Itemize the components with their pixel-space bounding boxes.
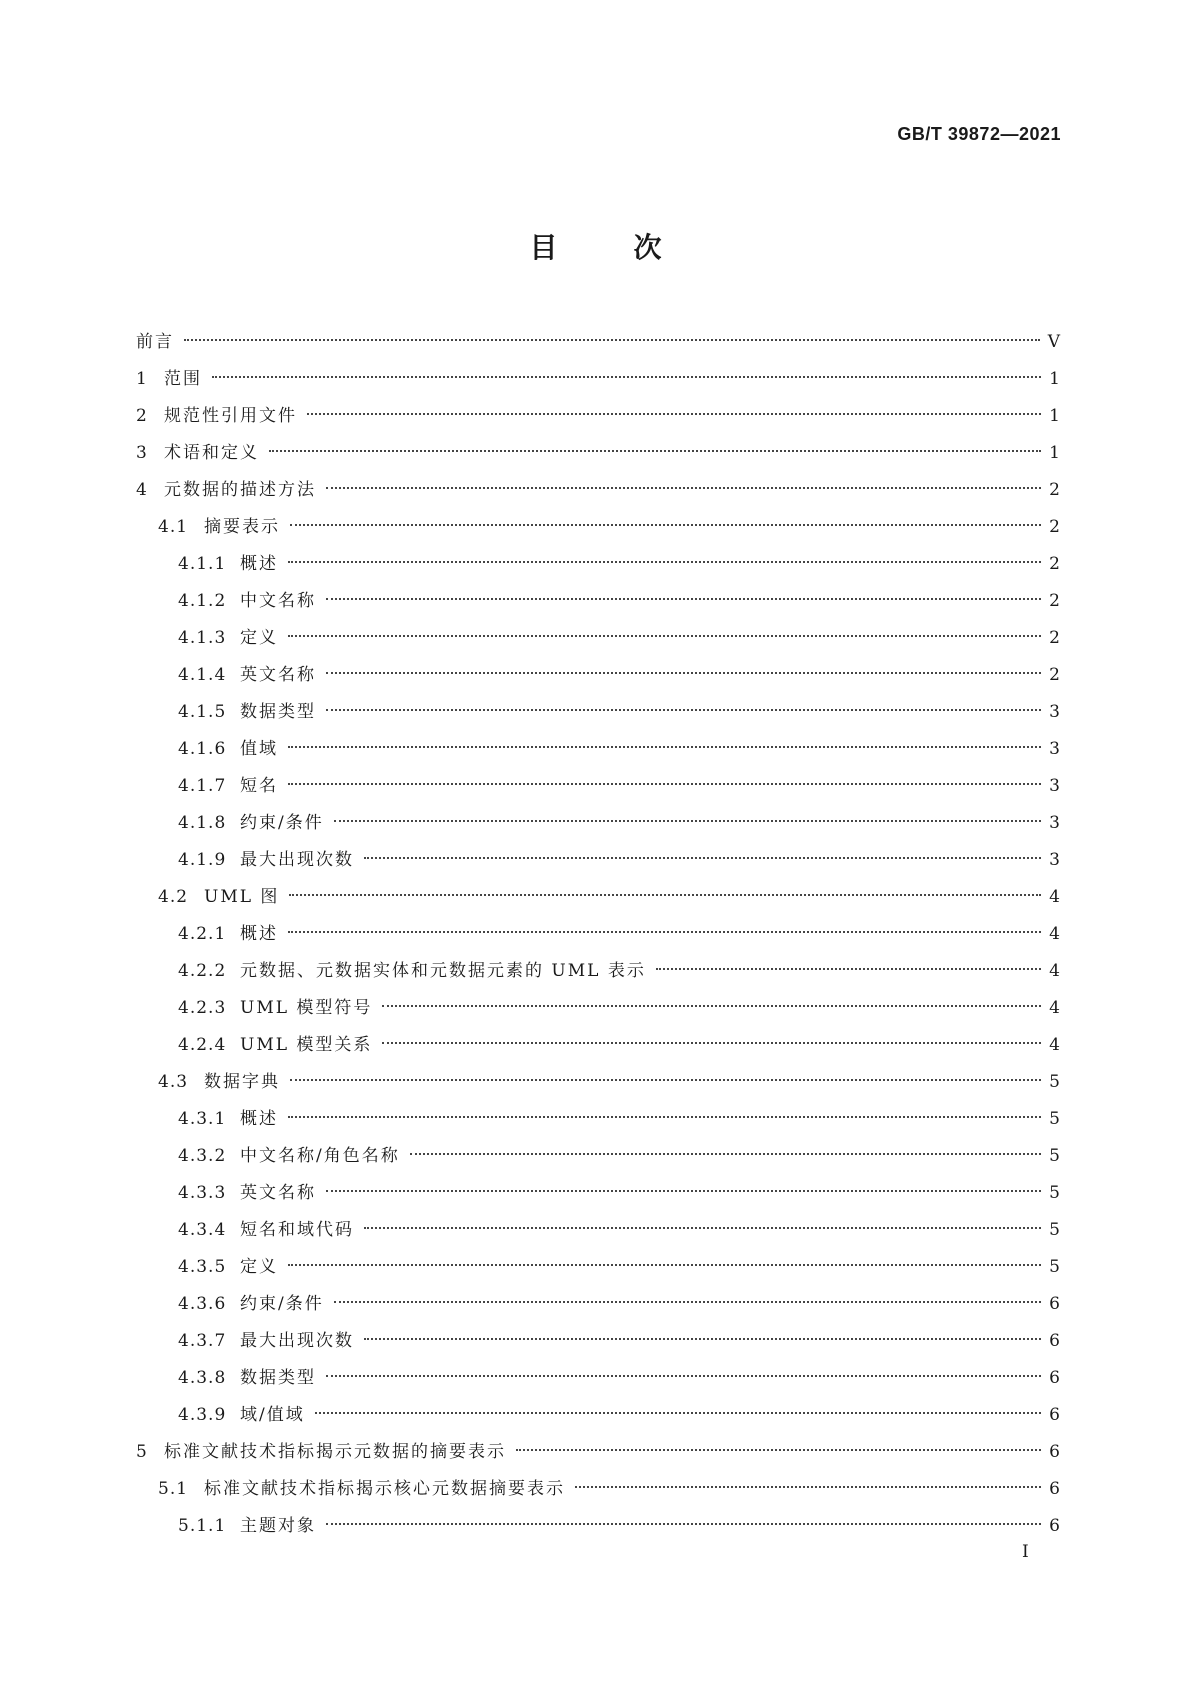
toc-entry-title: 最大出现次数 xyxy=(240,850,354,870)
toc-entry[interactable] xyxy=(136,546,1060,583)
toc-title xyxy=(0,226,1191,266)
toc-dot-leader xyxy=(288,931,1041,933)
toc-dot-leader xyxy=(326,1375,1041,1377)
toc-entry-title: 短名 xyxy=(240,776,278,796)
toc-dot-leader xyxy=(364,1338,1041,1340)
toc-entry-number: 4.3.8 xyxy=(178,1368,227,1388)
toc-entry-number: 4.3.9 xyxy=(178,1405,227,1425)
toc-entry-number: 4 xyxy=(136,480,148,500)
toc-entry-title: 最大出现次数 xyxy=(240,1331,354,1351)
toc-entry[interactable] xyxy=(136,398,1060,435)
toc-dot-leader xyxy=(288,783,1041,785)
toc-entry[interactable] xyxy=(136,657,1060,694)
toc-dot-leader xyxy=(364,1227,1041,1229)
toc-entry-number: 4.3.1 xyxy=(178,1109,227,1129)
toc-dot-leader xyxy=(288,746,1041,748)
toc-entry[interactable] xyxy=(136,435,1060,472)
toc-entry[interactable] xyxy=(136,1323,1060,1360)
toc-title-char: 目 xyxy=(529,231,558,264)
toc-entry-number: 4.2.1 xyxy=(178,924,227,944)
toc-entry-title: 短名和域代码 xyxy=(240,1220,354,1240)
toc-dot-leader xyxy=(410,1153,1041,1155)
toc-entry-title: 标准文献技术指标揭示核心元数据摘要表示 xyxy=(204,1479,565,1499)
toc-dot-leader xyxy=(364,857,1041,859)
toc-entry-page: 4 xyxy=(1049,924,1060,944)
toc-entry-page: 1 xyxy=(1049,443,1060,463)
toc-dot-leader xyxy=(656,968,1041,970)
toc-entry-title: 元数据的描述方法 xyxy=(164,480,316,500)
toc-dot-leader xyxy=(326,709,1041,711)
toc-entry-title: 英文名称 xyxy=(240,665,316,685)
toc-entry-title: 约束/条件 xyxy=(240,813,324,833)
toc-dot-leader xyxy=(326,487,1041,489)
toc-entry-title: 值域 xyxy=(240,739,278,759)
toc-dot-leader xyxy=(290,1079,1041,1081)
toc-entry-number: 4.2.3 xyxy=(178,998,227,1018)
toc-dot-leader xyxy=(288,561,1041,563)
toc-title-char: 次 xyxy=(633,231,662,264)
toc-dot-leader xyxy=(326,1523,1041,1525)
toc-entry[interactable] xyxy=(136,1138,1060,1175)
toc-entry[interactable] xyxy=(136,953,1060,990)
toc-entry-number: 4.2.2 xyxy=(178,961,227,981)
toc-dot-leader xyxy=(288,1264,1041,1266)
toc-entry[interactable] xyxy=(136,1434,1060,1471)
toc-entry-number: 4.3.4 xyxy=(178,1220,227,1240)
toc-entry-page: 1 xyxy=(1049,369,1060,389)
toc-entry-title: 中文名称 xyxy=(240,591,316,611)
toc-entry-page: 4 xyxy=(1049,887,1060,907)
toc-entry-title: UML 模型关系 xyxy=(240,1035,373,1055)
toc-entry-title: 前言 xyxy=(136,332,174,352)
toc-entry[interactable] xyxy=(136,1101,1060,1138)
toc-entry-page: 4 xyxy=(1049,1035,1060,1055)
toc-entry-number: 4.1.2 xyxy=(178,591,227,611)
toc-dot-leader xyxy=(326,598,1041,600)
toc-entry-title: 约束/条件 xyxy=(240,1294,324,1314)
toc-entry-title: 规范性引用文件 xyxy=(164,406,297,426)
toc-dot-leader xyxy=(288,1116,1041,1118)
toc-entry-page: 6 xyxy=(1049,1331,1060,1351)
toc-entry[interactable] xyxy=(136,916,1060,953)
toc-dot-leader xyxy=(334,820,1041,822)
toc-entry-page: 6 xyxy=(1049,1294,1060,1314)
toc-entry[interactable] xyxy=(136,1249,1060,1286)
toc-entry[interactable] xyxy=(136,1471,1060,1508)
toc-dot-leader xyxy=(382,1005,1041,1007)
toc-entry[interactable] xyxy=(136,731,1060,768)
toc-entry[interactable] xyxy=(136,1027,1060,1064)
toc-entry-page: 2 xyxy=(1049,665,1060,685)
toc-list xyxy=(136,324,1060,1545)
toc-dot-leader xyxy=(516,1449,1041,1451)
toc-entry[interactable] xyxy=(136,324,1060,361)
toc-entry-page: V xyxy=(1047,332,1060,352)
toc-entry[interactable] xyxy=(136,1286,1060,1323)
toc-entry-title: 术语和定义 xyxy=(164,443,259,463)
toc-entry[interactable] xyxy=(136,805,1060,842)
toc-entry-number: 4.1.4 xyxy=(178,665,227,685)
toc-entry-page: 1 xyxy=(1049,406,1060,426)
toc-entry[interactable] xyxy=(136,990,1060,1027)
toc-entry-page: 2 xyxy=(1049,480,1060,500)
toc-entry-title: 定义 xyxy=(240,1257,278,1277)
toc-entry-title: 主题对象 xyxy=(240,1516,316,1536)
toc-entry-title: 数据类型 xyxy=(240,1368,316,1388)
toc-entry-page: 2 xyxy=(1049,517,1060,537)
toc-entry[interactable] xyxy=(136,361,1060,398)
toc-dot-leader xyxy=(315,1412,1041,1414)
toc-entry[interactable] xyxy=(136,620,1060,657)
toc-entry[interactable] xyxy=(136,1397,1060,1434)
toc-dot-leader xyxy=(382,1042,1041,1044)
toc-entry-title: 域/值域 xyxy=(240,1405,305,1425)
toc-entry-page: 4 xyxy=(1049,998,1060,1018)
toc-entry-page: 5 xyxy=(1049,1109,1060,1129)
toc-entry[interactable] xyxy=(136,583,1060,620)
toc-entry-number: 5.1 xyxy=(158,1479,189,1499)
toc-entry-number: 4.3.6 xyxy=(178,1294,227,1314)
toc-entry-title: 范围 xyxy=(164,369,202,389)
toc-entry[interactable] xyxy=(136,768,1060,805)
toc-entry-page: 3 xyxy=(1049,739,1060,759)
toc-entry-title: 概述 xyxy=(240,924,278,944)
toc-entry-page: 6 xyxy=(1049,1442,1060,1462)
toc-entry-page: 3 xyxy=(1049,813,1060,833)
toc-entry[interactable] xyxy=(136,1175,1060,1212)
toc-dot-leader xyxy=(326,1190,1041,1192)
toc-entry[interactable] xyxy=(136,1508,1060,1545)
toc-entry-page: 2 xyxy=(1049,591,1060,611)
toc-entry-page: 6 xyxy=(1049,1516,1060,1536)
toc-entry-number: 4.1.9 xyxy=(178,850,227,870)
toc-entry-number: 4.3.5 xyxy=(178,1257,227,1277)
toc-entry-number: 4.3.2 xyxy=(178,1146,227,1166)
toc-dot-leader xyxy=(334,1301,1041,1303)
toc-entry-title: UML 图 xyxy=(204,887,280,907)
toc-entry[interactable] xyxy=(136,472,1060,509)
toc-entry-number: 5 xyxy=(136,1442,148,1462)
toc-entry-page: 5 xyxy=(1049,1072,1060,1092)
toc-entry-page: 3 xyxy=(1049,702,1060,722)
toc-entry-page: 5 xyxy=(1049,1146,1060,1166)
toc-entry-number: 3 xyxy=(136,443,148,463)
toc-entry[interactable] xyxy=(136,1064,1060,1101)
toc-entry-number: 5.1.1 xyxy=(178,1516,227,1536)
toc-entry-number: 4.1 xyxy=(158,517,189,537)
toc-entry-page: 4 xyxy=(1049,961,1060,981)
toc-dot-leader xyxy=(290,524,1041,526)
toc-entry-number: 1 xyxy=(136,369,148,389)
toc-entry-page: 2 xyxy=(1049,554,1060,574)
toc-entry-number: 4.3 xyxy=(158,1072,189,1092)
toc-entry-title: 元数据、元数据实体和元数据元素的 UML 表示 xyxy=(240,961,646,981)
toc-entry-title: 摘要表示 xyxy=(204,517,280,537)
toc-entry-number: 4.1.7 xyxy=(178,776,227,796)
toc-dot-leader xyxy=(289,894,1041,896)
toc-entry-number: 4.3.7 xyxy=(178,1331,227,1351)
toc-dot-leader xyxy=(184,339,1040,341)
toc-dot-leader xyxy=(326,672,1041,674)
toc-entry-title: 中文名称/角色名称 xyxy=(240,1146,400,1166)
toc-entry-title: UML 模型符号 xyxy=(240,998,373,1018)
toc-entry-number: 4.2.4 xyxy=(178,1035,227,1055)
toc-entry-title: 标准文献技术指标揭示元数据的摘要表示 xyxy=(164,1442,506,1462)
toc-entry-title: 定义 xyxy=(240,628,278,648)
toc-entry-number: 4.1.6 xyxy=(178,739,227,759)
toc-entry[interactable] xyxy=(136,1360,1060,1397)
toc-dot-leader xyxy=(269,450,1041,452)
toc-entry[interactable] xyxy=(136,879,1060,916)
toc-dot-leader xyxy=(307,413,1041,415)
toc-entry-page: 2 xyxy=(1049,628,1060,648)
toc-entry-number: 4.1.8 xyxy=(178,813,227,833)
toc-entry-title: 概述 xyxy=(240,1109,278,1129)
toc-entry-page: 3 xyxy=(1049,776,1060,796)
toc-entry-page: 5 xyxy=(1049,1183,1060,1203)
toc-entry[interactable] xyxy=(136,509,1060,546)
toc-entry-title: 英文名称 xyxy=(240,1183,316,1203)
toc-entry-page: 6 xyxy=(1049,1368,1060,1388)
toc-dot-leader xyxy=(288,635,1041,637)
toc-entry[interactable] xyxy=(136,694,1060,731)
toc-entry[interactable] xyxy=(136,842,1060,879)
toc-entry-number: 4.1.5 xyxy=(178,702,227,722)
toc-entry-page: 5 xyxy=(1049,1220,1060,1240)
toc-entry[interactable] xyxy=(136,1212,1060,1249)
toc-entry-title: 数据类型 xyxy=(240,702,316,722)
toc-entry-number: 2 xyxy=(136,406,148,426)
toc-dot-leader xyxy=(575,1486,1041,1488)
toc-entry-number: 4.3.3 xyxy=(178,1183,227,1203)
toc-entry-page: 5 xyxy=(1049,1257,1060,1277)
standard-code: GB/T 39872—2021 xyxy=(897,124,1061,144)
toc-entry-title: 数据字典 xyxy=(204,1072,280,1092)
toc-entry-title: 概述 xyxy=(240,554,278,574)
toc-entry-number: 4.1.1 xyxy=(178,554,227,574)
page-number: I xyxy=(1022,1542,1029,1562)
toc-entry-page: 6 xyxy=(1049,1405,1060,1425)
toc-entry-number: 4.1.3 xyxy=(178,628,227,648)
toc-entry-page: 6 xyxy=(1049,1479,1060,1499)
toc-dot-leader xyxy=(212,376,1041,378)
toc-entry-number: 4.2 xyxy=(158,887,189,907)
toc-entry-page: 3 xyxy=(1049,850,1060,870)
